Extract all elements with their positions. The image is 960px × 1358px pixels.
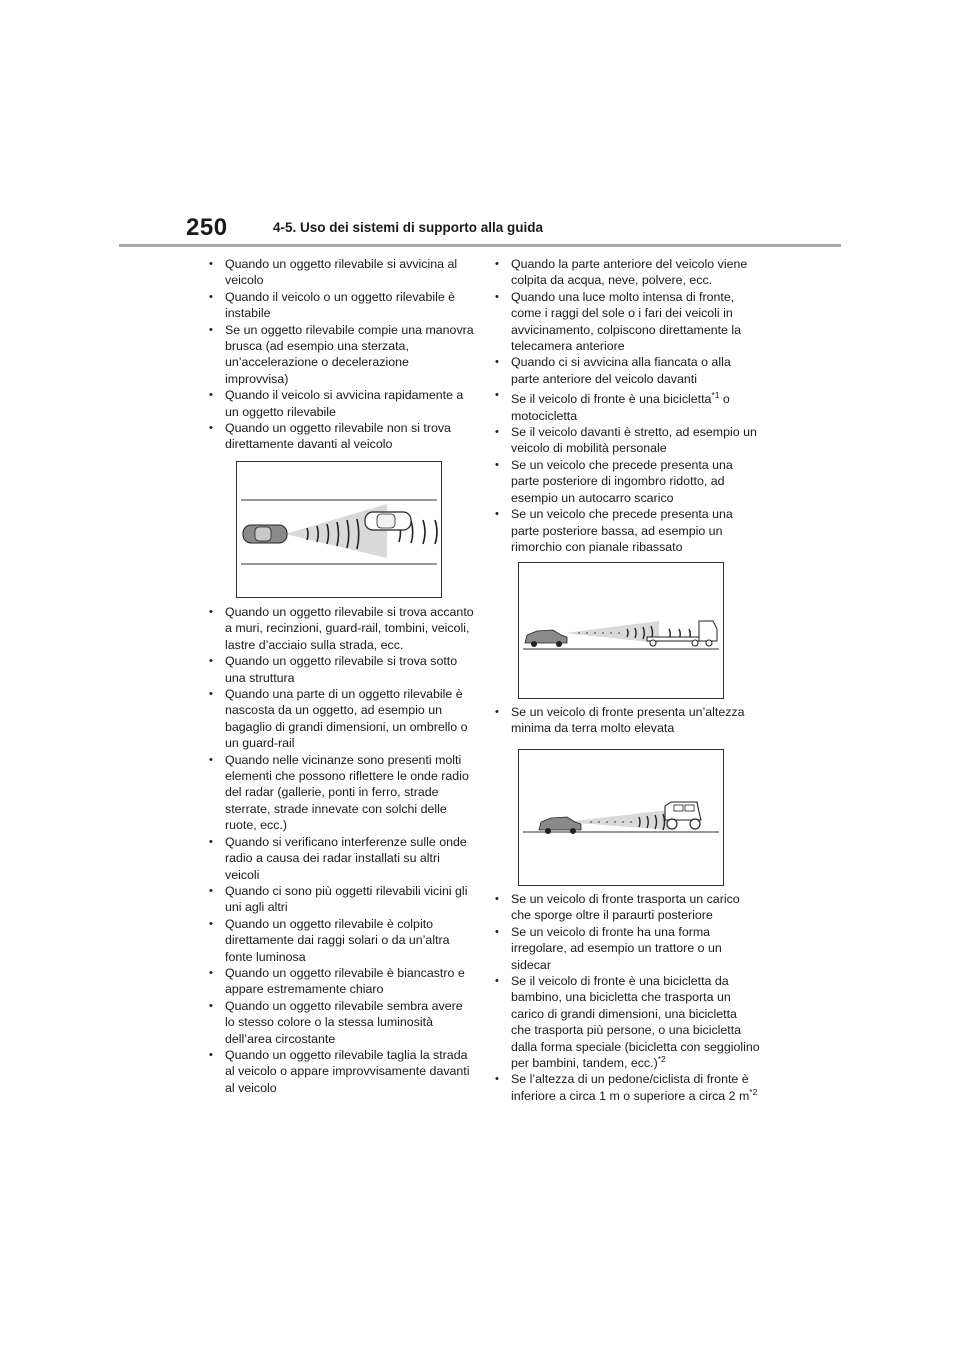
list-item: • Quando un oggetto rilevabile sembra avere lo stesso colore o la stessa luminosità dell’area circostante [206, 998, 474, 1047]
list-item: • Quando la parte anteriore del veicolo viene colpita da acqua, neve, polvere, ecc. [492, 256, 760, 289]
header-divider [119, 244, 841, 247]
car-icon [539, 817, 581, 834]
list-item: • Quando il veicolo o un oggetto rilevabile è instabile [206, 289, 474, 322]
list-item: • Quando il veicolo si avvicina rapidamente a un oggetto rilevabile [206, 387, 474, 420]
list-item-text: o motocicletta [511, 392, 730, 423]
offset-target-illustration [237, 462, 441, 597]
list-item-height [492, 1071, 760, 1104]
list-item: • Quando un oggetto rilevabile si trova accanto a muri, recinzioni, guard-rail, tombini, veicoli, lastre d’acciaio sulla strada, ecc. [206, 604, 474, 653]
list-item-text: Se l’altezza di un pedone/ciclista di fronte è inferiore a circa 1 m o superiore a circa 2 m [511, 1072, 750, 1103]
list-item: • Se un veicolo di fronte trasporta un carico che sporge oltre il paraurti posteriore [492, 891, 760, 924]
car-icon [365, 512, 411, 530]
left-column [206, 256, 474, 453]
right-column-mid [492, 704, 760, 737]
left-list-b [206, 604, 474, 1096]
list-item: • Quando un oggetto rilevabile si trova sotto una struttura [206, 653, 474, 686]
page-header [0, 0, 960, 250]
car-icon [243, 525, 287, 543]
list-item: • Quando un oggetto rilevabile non si trova direttamente davanti al veicolo [206, 420, 474, 453]
figure-low-rear-trailer [518, 562, 724, 699]
high-clearance-illustration [519, 750, 723, 885]
right-list-b [492, 704, 760, 737]
list-item: • Quando un oggetto rilevabile è biancastro e appare estremamente chiaro [206, 965, 474, 998]
list-item: • Se il veicolo davanti è stretto, ad esempio un veicolo di mobilità personale [492, 424, 760, 457]
list-item: • Se un oggetto rilevabile compie una manovra brusca (ad esempio una sterzata, un’accelerazione o decelerazione improvvisa) [206, 322, 474, 388]
left-list-a [206, 256, 474, 453]
list-item-text: Se il veicolo di fronte è una bicicletta [511, 392, 712, 407]
list-item: • Se un veicolo di fronte ha una forma irregolare, ad esempio un trattore o un sidecar [492, 924, 760, 973]
figure-high-clearance [518, 749, 724, 886]
list-item-child-bike [492, 973, 760, 1071]
footnote-marker: *2 [657, 1053, 666, 1064]
list-item: • Quando una luce molto intensa di fronte, come i raggi del sole o i fari dei veicoli in avvicinamento, colpiscono direttamente la telecamera anteriore [492, 289, 760, 355]
list-item: • Se un veicolo di fronte presenta un’altezza minima da terra molto elevata [492, 704, 760, 737]
page-number: 250 [186, 214, 228, 241]
list-item-bicycle [492, 387, 760, 424]
car-icon [525, 630, 567, 647]
list-item: • Quando si verificano interferenze sulle onde radio a causa dei radar installati su altri veicoli [206, 834, 474, 883]
low-trailer-illustration [519, 563, 723, 698]
chapter-title: 4-5. Uso dei sistemi di supporto alla guida [273, 220, 544, 235]
right-list-c [492, 891, 760, 1104]
right-column-lower [492, 891, 760, 1104]
list-item-text: Se il veicolo di fronte è una bicicletta da bambino, una bicicletta che trasporta un carico di grandi dimensioni, una bicicletta che trasporta più persone, o una bicicletta dalla forma speciale (bicicletta con seggiolino per bambini, tandem, ecc.) [511, 974, 760, 1071]
figure-offset-target [236, 461, 442, 598]
left-column-lower [206, 604, 474, 1096]
footnote-marker: *2 [749, 1086, 758, 1097]
list-item: • Quando un oggetto rilevabile si avvicina al veicolo [206, 256, 474, 289]
suv-icon [665, 802, 701, 829]
right-column [492, 256, 760, 555]
list-item: • Quando ci sono più oggetti rilevabili vicini gli uni agli altri [206, 883, 474, 916]
footnote-marker: *1 [711, 390, 720, 401]
list-item: • Quando un oggetto rilevabile è colpito direttamente dai raggi solari o da un’altra fonte luminosa [206, 916, 474, 965]
list-item: • Quando ci si avvicina alla fiancata o alla parte anteriore del veicolo davanti [492, 354, 760, 387]
list-item: • Quando nelle vicinanze sono presenti molti elementi che possono riflettere le onde radio del radar (gallerie, ponti in ferro, strade sterrate, strade innevate con solchi delle ruote, ecc.) [206, 752, 474, 834]
list-item: • Quando una parte di un oggetto rilevabile è nascosta da un oggetto, ad esempio un bagaglio di grandi dimensioni, un ombrello o un guard-rail [206, 686, 474, 752]
list-item: • Se un veicolo che precede presenta una parte posteriore di ingombro ridotto, ad esempio un autocarro scarico [492, 457, 760, 506]
list-item: • Se un veicolo che precede presenta una parte posteriore bassa, ad esempio un rimorchio con pianale ribassato [492, 506, 760, 555]
list-item: • Quando un oggetto rilevabile taglia la strada al veicolo o appare improvvisamente davanti al veicolo [206, 1047, 474, 1096]
right-list-a [492, 256, 760, 555]
